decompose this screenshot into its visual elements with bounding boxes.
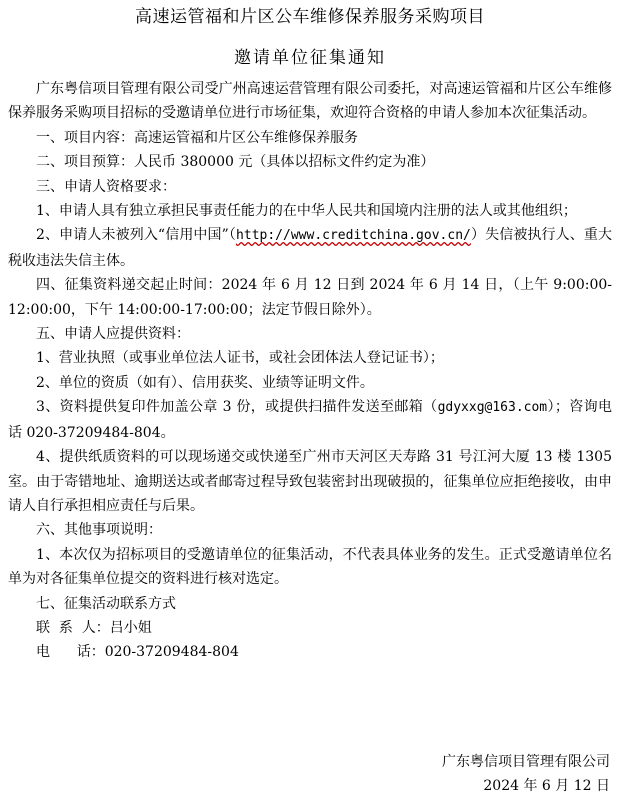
intro-paragraph: 广东粤信项目管理有限公司受广州高速运营管理有限公司委托，对高速运管福和片区公车维修保养服务采购项目招标的受邀请单位进行市场征集，欢迎符合资格的申请人参加本次征集活动。 (8, 81, 612, 122)
requirement-2 (8, 223, 612, 273)
document-title: 高速运管福和片区公车维修保养服务采购项目 (135, 7, 485, 27)
document-body (8, 77, 612, 665)
requirement-2-text-after: ）失信被执行人、重大税收违法失信主体。 (8, 227, 612, 269)
material-3-text-after: ）；咨询电话 020-37209484-804。 (8, 399, 613, 441)
note-1: 1、本次仅为招标项目的受邀请单位的征集活动，不代表具体业务的发生。正式受邀请单位名单为对各征集单位提交的资料进行核对选定。 (8, 546, 612, 588)
requirement-1: 1、申请人具有独立承担民事责任能力的在中华人民共和国境内注册的法人或其他组织； (36, 203, 577, 220)
contact-email[interactable]: gdyxxg@163.com (437, 400, 548, 416)
contact-phone: 电 话：020-37209484-804 (36, 644, 239, 661)
document-subtitle: 邀请单位征集通知 (234, 48, 386, 68)
contact-person: 联 系 人：吕小姐 (36, 619, 152, 636)
section-applicant-requirements: 三、申请人资格要求： (36, 178, 176, 195)
material-2: 2、单位的资质（如有）、信用获奖、业绩等证明文件。 (36, 374, 374, 391)
material-1: 1、营业执照（或事业单位法人证书，或社会团体法人登记证书）； (36, 350, 444, 367)
signature-organization: 广东粤信项目管理有限公司 (442, 754, 610, 770)
material-3-text-before: 3、资料提供复印件加盖公章 3 份，或提供扫描件发送至邮箱（ (36, 399, 438, 416)
material-3 (8, 395, 612, 445)
section-required-materials: 五、申请人应提供资料： (36, 326, 190, 343)
section-project-budget: 二、项目预算：人民币 380000 元（具体以招标文件约定为准） (36, 154, 435, 171)
requirement-2-text-before: 2、申请人未被列入“信用中国”（ (36, 227, 237, 244)
section-contact: 七、征集活动联系方式 (36, 595, 176, 612)
section-other-notes: 六、其他事项说明： (36, 522, 162, 539)
creditchina-link[interactable]: http://www.creditchina.gov.cn/ (236, 228, 471, 244)
material-4: 4、提供纸质资料的可以现场递交或快递至广州市天河区天寿路 31 号江河大厦 13 楼 1305 室。由于寄错地址、逾期送达或者邮寄过程导致包装密封出现破损的，征集单位应拒绝接收，由申请人自行承担相应责任与后果。 (8, 449, 612, 514)
section-project-content: 一、项目内容：高速运管福和片区公车维修保养服务 (36, 129, 358, 146)
section-submission-time: 四、征集资料递交起止时间：2024 年 6 月 12 日到 2024 年 6 月 14 日，（上午 9:00:00-12:00:00，下午 14:00:00-17:00:00；法定节假日除外）。 (8, 277, 612, 318)
signature-date: 2024 年 6 月 12 日 (483, 778, 610, 794)
